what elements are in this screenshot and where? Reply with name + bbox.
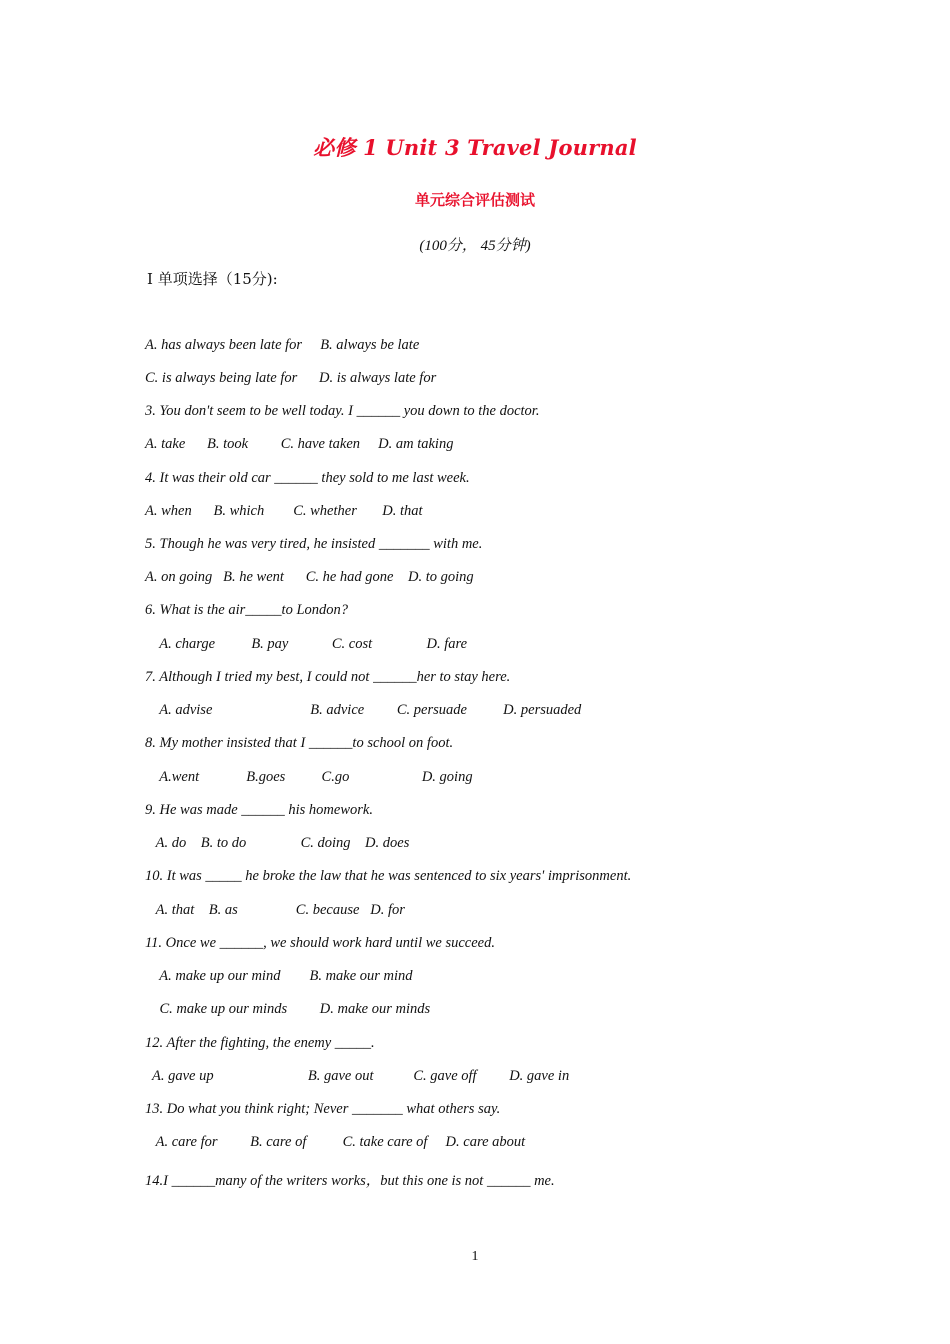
text-line: A. has always been late for B. always be late bbox=[145, 337, 420, 353]
text-line: 14.I ______many of the writers works，but this one is not ______ me. bbox=[145, 1173, 555, 1189]
text-line: 3. You don't seem to be well today. I ______ you down to the doctor. bbox=[145, 403, 540, 419]
text-line: C. make up our minds D. make our minds bbox=[145, 1001, 431, 1017]
text-line: 4. It was their old car ______ they sold to me last week. bbox=[145, 470, 470, 486]
page-number: 1 bbox=[471, 1249, 479, 1264]
text-line: A. charge B. pay C. cost D. fare bbox=[145, 636, 468, 652]
text-line: 5. Though he was very tired, he insisted _______ with me. bbox=[145, 536, 483, 552]
text-line: 11. Once we ______, we should work hard until we succeed. bbox=[145, 935, 495, 951]
text-line: A. that B. as C. because D. for bbox=[145, 902, 405, 918]
text-line: A. when B. which C. whether D. that bbox=[145, 503, 423, 519]
page-subtitle: 单元综合评估测试 bbox=[414, 191, 535, 209]
text-line: 7. Although I tried my best, I could not ______her to stay here. bbox=[145, 669, 511, 685]
text-line: 12. After the fighting, the enemy _____. bbox=[145, 1035, 375, 1051]
text-line: 6. What is the air_____to London? bbox=[145, 602, 349, 618]
text-line: A. on going B. he went C. he had gone D. to going bbox=[145, 569, 474, 585]
score-time-info: (100分， 45分钟) bbox=[419, 238, 531, 254]
section-heading: Ⅰ 单项选择（15分): bbox=[147, 270, 278, 288]
text-line: A. take B. took C. have taken D. am taking bbox=[145, 436, 454, 452]
text-line: 10. It was _____ he broke the law that he was sentenced to six years' imprisonment. bbox=[145, 868, 632, 884]
text-line: A.went B.goes C.go D. going bbox=[145, 769, 473, 785]
text-line: C. is always being late for D. is always late for bbox=[145, 370, 437, 386]
text-line: A. gave up B. gave out C. gave off D. gave in bbox=[145, 1068, 570, 1084]
text-line: A. care for B. care of C. take care of D. care about bbox=[145, 1134, 526, 1150]
text-line: A. advise B. advice C. persuade D. persuaded bbox=[145, 702, 582, 718]
text-line: A. do B. to do C. doing D. does bbox=[145, 835, 410, 851]
text-line: 13. Do what you think right; Never _______ what others say. bbox=[145, 1101, 501, 1117]
page-title: 必修 1 Unit 3 Travel Journal bbox=[313, 135, 637, 160]
text-line: A. make up our mind B. make our mind bbox=[145, 968, 413, 984]
text-line: 8. My mother insisted that I ______to school on foot. bbox=[145, 735, 454, 751]
text-line: 9. He was made ______ his homework. bbox=[145, 802, 373, 818]
